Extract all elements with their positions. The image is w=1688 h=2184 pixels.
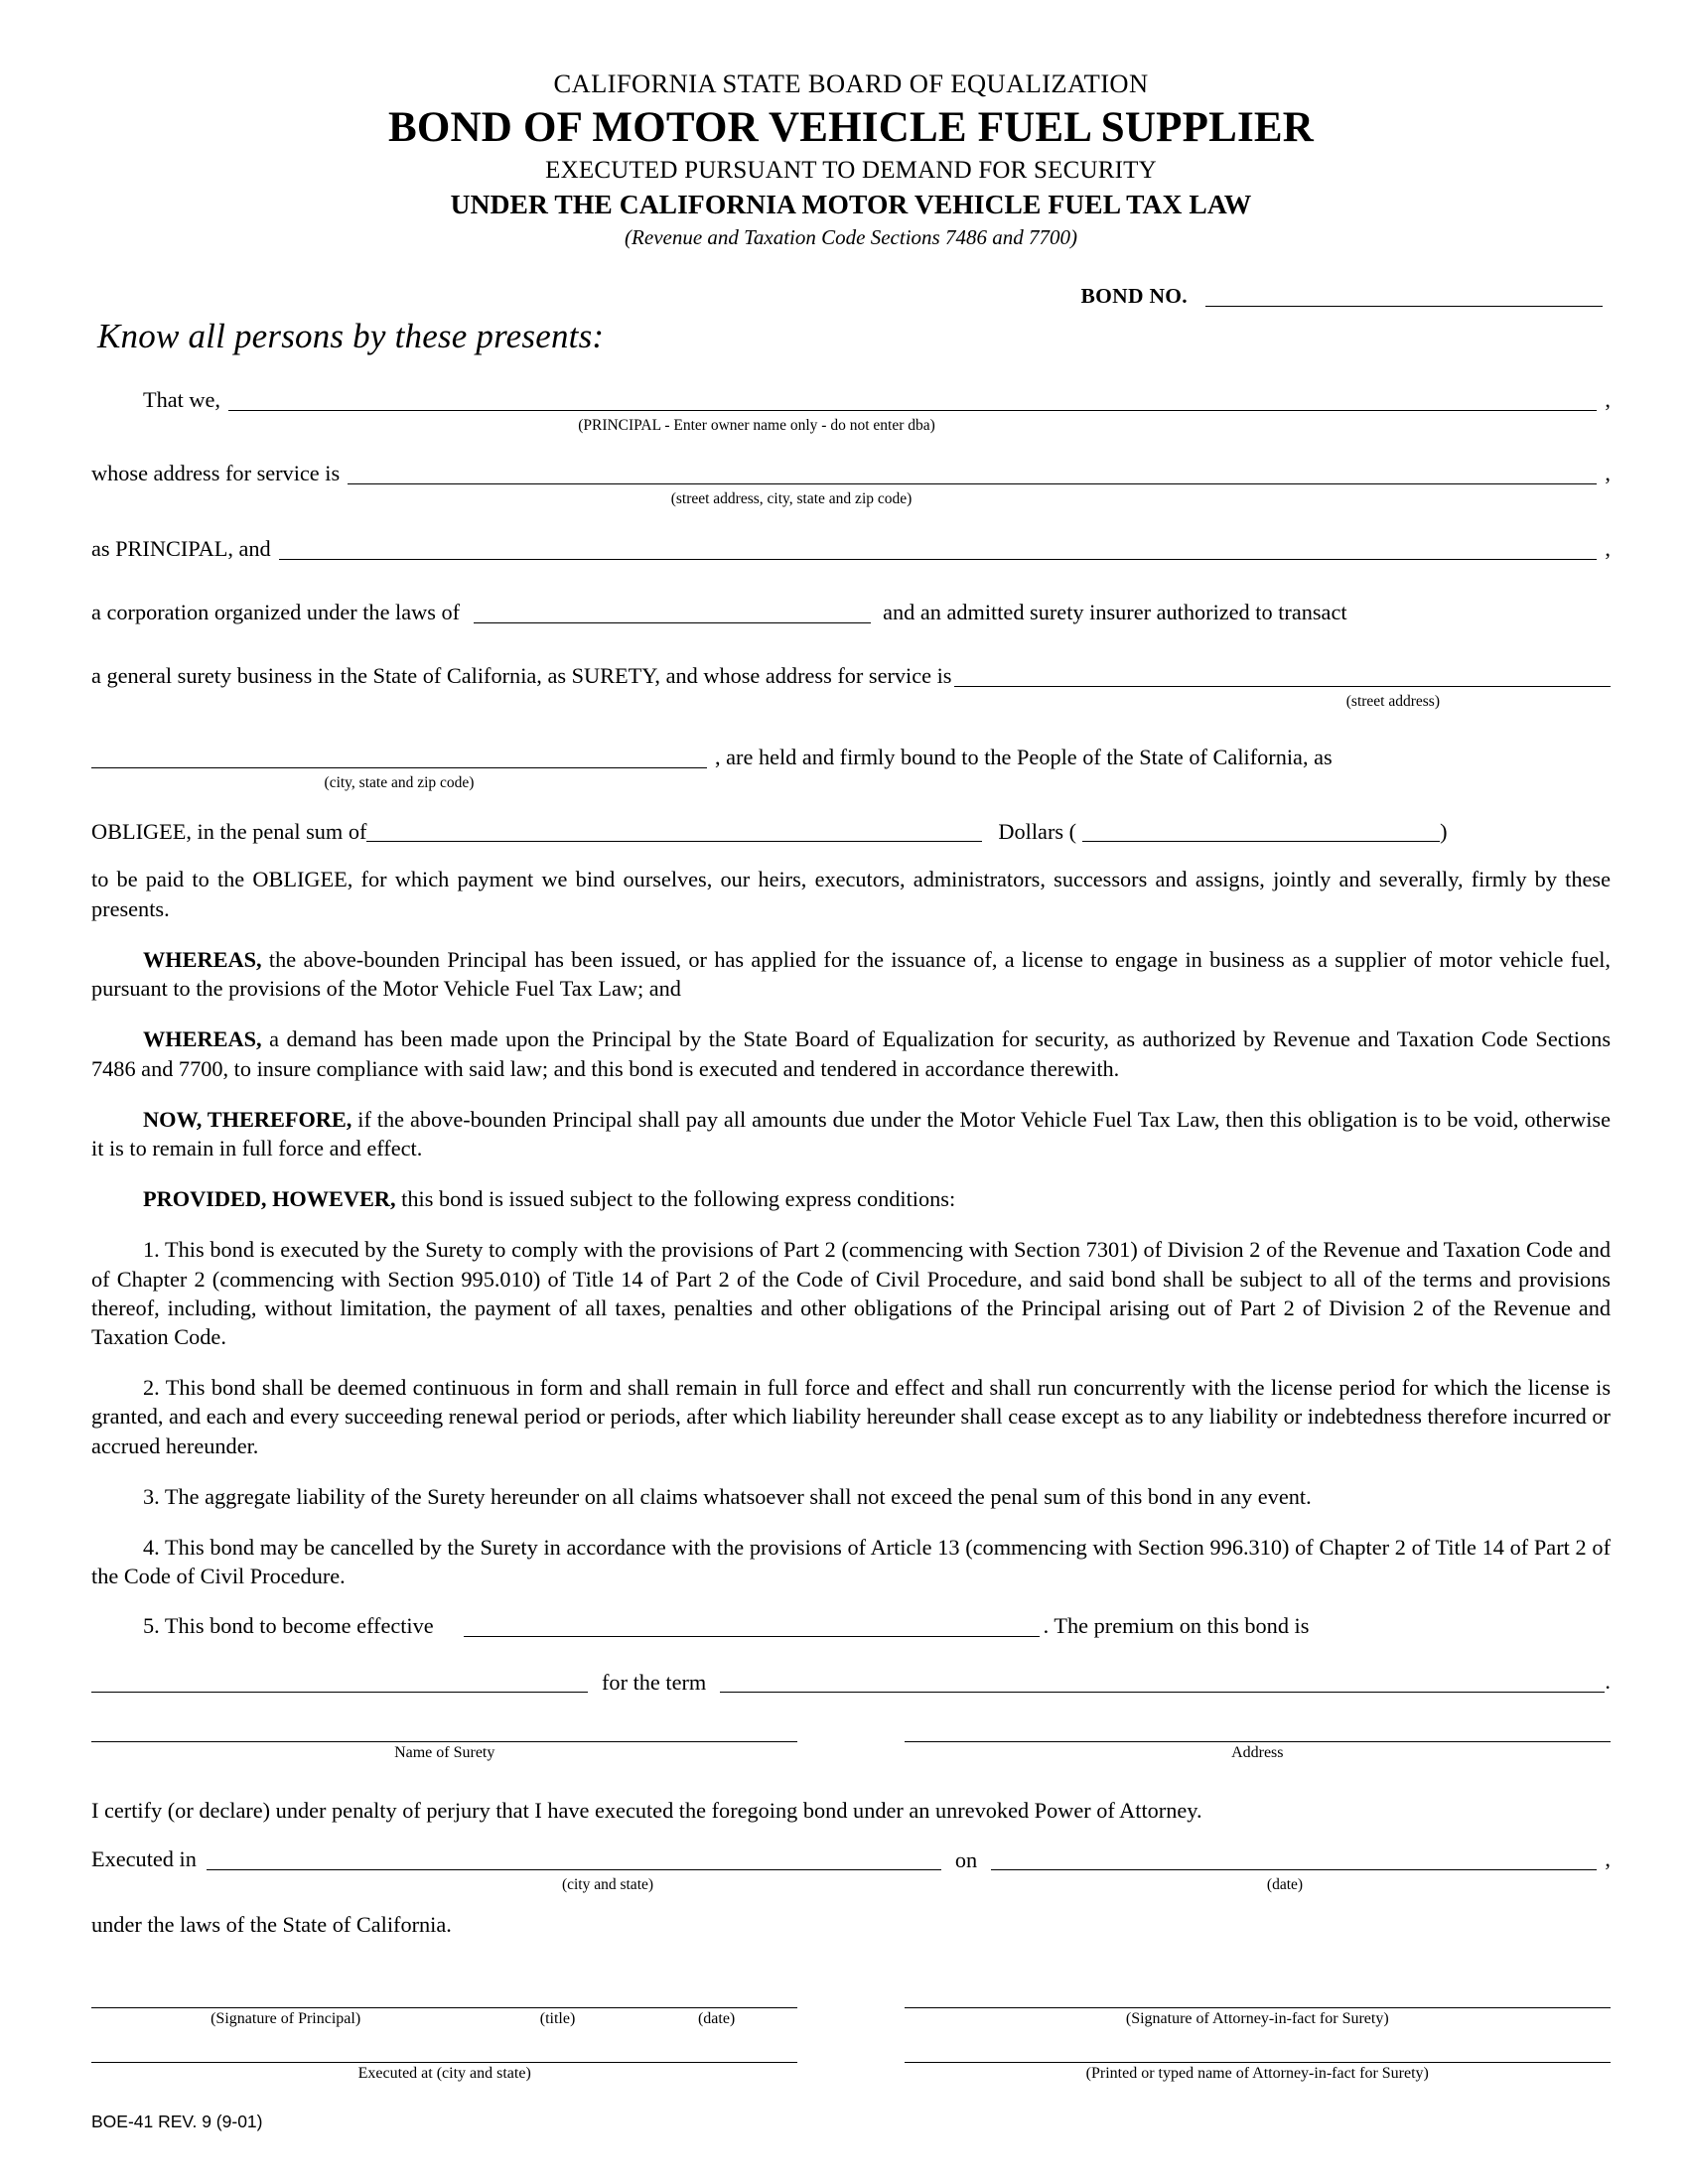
whereas-1-text: the above-bounden Principal has been issued, or has applied for the issuance of, a license to engage in business as a supplier of motor vehicle fuel, pursuant to the provisions of the Motor Vehicle Fuel Tax Law; and — [91, 946, 1611, 1002]
attorney-signature-caption: (Signature of Attorney-in-fact for Surety) — [1125, 2009, 1389, 2027]
surety-signature-row — [91, 1741, 1611, 1762]
title-caption: (title) — [539, 2009, 576, 2027]
principal-signature-cell — [91, 2007, 797, 2028]
agency-name: CALIFORNIA STATE BOARD OF EQUALIZATION — [553, 68, 1149, 98]
as-principal-comma: , — [1605, 536, 1611, 562]
surety-name-input[interactable] — [279, 559, 1598, 560]
executed-date-input[interactable] — [991, 1869, 1597, 1870]
executed-at-cell — [91, 2062, 797, 2083]
whereas-2-text: a demand has been made upon the Principal by the State Board of Equalization for security, as authorized by Revenue and Taxation Code Sections 7486 and 7700, to insure compliance with said law; and this bond is executed and tendered in accordance therewith. — [91, 1026, 1611, 1081]
surety-city-block — [91, 744, 1611, 791]
signature-date-caption: (date) — [697, 2009, 736, 2027]
condition-4: 4. This bond may be cancelled by the Surety in accordance with the provisions of Article 13 (commencing with Section 996.310) of Chapter 2 of Title 14 of Part 2 of the Code of Civil Procedure. — [91, 1534, 1611, 1589]
term-input[interactable] — [720, 1692, 1605, 1693]
form-subtitle-2: UNDER THE CALIFORNIA MOTOR VEHICLE FUEL TAX LAW — [450, 189, 1252, 220]
as-principal-label: as PRINCIPAL, and — [91, 536, 271, 562]
executed-comma: , — [1605, 1845, 1611, 1871]
effective-date-trailer: . The premium on this bond is — [1043, 1613, 1310, 1639]
penal-sum-figures-input[interactable] — [1082, 841, 1440, 842]
surety-address-cell — [905, 1741, 1611, 1762]
now-therefore-text: if the above-bounden Principal shall pay all amounts due under the Motor Vehicle Fuel Tax Law, then this obligation is to be void, otherwise it is to remain in full force and effect. — [91, 1106, 1611, 1160]
executed-city-input[interactable] — [207, 1869, 941, 1870]
for-the-term-label: for the term — [602, 1670, 707, 1696]
executed-date-caption: (date) — [1266, 1875, 1304, 1893]
now-therefore-paragraph — [91, 1105, 1611, 1162]
effective-date-label: 5. This bond to become effective — [143, 1613, 434, 1639]
preamble-text: Know all persons by these presents: — [97, 317, 605, 356]
surety-street-input[interactable] — [954, 686, 1612, 687]
surety-name-cell — [91, 1741, 797, 1762]
under-laws-text: under the laws of the State of California. — [91, 1911, 452, 1937]
form-subtitle-1: EXECUTED PURSUANT TO DEMAND FOR SECURITY — [545, 157, 1157, 185]
bond-number-row — [91, 284, 1611, 311]
surety-street-caption: (street address) — [1345, 693, 1440, 711]
penal-sum-words-input[interactable] — [366, 841, 982, 842]
condition-1: 1. This bond is executed by the Surety to comply with the provisions of Part 2 (commencing with Section 7301) of Division 2 of the Revenue and Taxation Code and of Chapter 2 (commencing with Section 995.010) of Title 14 of Part 2 of the Code of Civil Procedure, and said bond shall be subject to all of the terms and provisions thereof, including, without limitation, the payment of all taxes, penalties and other obligations of the Principal arising out of Part 2 of Division 2 of the Revenue and Taxation Code. — [91, 1237, 1611, 1349]
bind-paragraph: to be paid to the OBLIGEE, for which payment we bind ourselves, our heirs, executors, administrators, successors and assigns, jointly and severally, firmly by these presents. — [91, 867, 1611, 921]
whereas-paragraph-1 — [91, 945, 1611, 1003]
effective-date-block — [91, 1612, 1611, 1642]
bond-number-label: BOND NO. — [1080, 284, 1188, 309]
surety-address-block — [91, 662, 1611, 710]
that-we-label: That we, — [143, 387, 221, 413]
condition-2: 2. This bond shall be deemed continuous in form and shall remain in full force and effect and shall run concurrently with the license period for which the license is granted, and each and every succeeding renewal period or periods, after which liability hereunder shall cease except as to any liability or indebtedness therefore incurred or accrued hereunder. — [91, 1375, 1611, 1458]
executed-at-caption: Executed at (city and state) — [357, 2064, 531, 2082]
bond-number-input[interactable] — [1205, 306, 1603, 307]
executed-in-block — [91, 1845, 1611, 1893]
corporation-laws-label: a corporation organized under the laws of — [91, 600, 461, 625]
principal-address-label: whose address for service is — [91, 461, 341, 486]
principal-name-caption: (PRINCIPAL - Enter owner name only - do not enter dba) — [578, 417, 935, 435]
executed-on-label: on — [954, 1846, 978, 1872]
principal-address-block — [91, 460, 1611, 507]
surety-name-caption: Name of Surety — [394, 1744, 495, 1762]
provided-however-paragraph — [91, 1184, 1611, 1213]
surety-city-caption: (city, state and zip code) — [324, 774, 475, 792]
corporation-laws-trailer: and an admitted surety insurer authorized to transact — [883, 600, 1347, 625]
principal-address-input[interactable] — [348, 483, 1597, 484]
signature-row-1 — [91, 2007, 1611, 2028]
executed-city-caption: (city and state) — [561, 1875, 654, 1893]
signature-row-2 — [91, 2062, 1611, 2083]
that-we-comma: , — [1605, 387, 1611, 413]
principal-signature-captions — [91, 2010, 797, 2028]
printed-name-caption: (Printed or typed name of Attorney-in-fact for Surety) — [1085, 2064, 1429, 2082]
whereas-paragraph-2 — [91, 1024, 1611, 1082]
form-number: BOE-41 REV. 9 (9-01) — [91, 2112, 263, 2131]
effective-date-input[interactable] — [464, 1636, 1040, 1637]
page-title: BOND OF MOTOR VEHICLE FUEL SUPPLIER — [387, 103, 1315, 151]
principal-address-caption: (street address, city, state and zip code) — [670, 490, 913, 508]
premium-amount-input[interactable] — [91, 1692, 588, 1693]
condition-3: 3. The aggregate liability of the Surety hereunder on all claims whatsoever shall not exceed the penal sum of this bond in any event. — [143, 1483, 1312, 1509]
form-header — [91, 69, 1611, 248]
obligee-label: OBLIGEE, in the penal sum of — [91, 818, 367, 844]
printed-name-cell — [905, 2062, 1611, 2083]
premium-term-block — [91, 1668, 1611, 1698]
surety-address-caption: Address — [1231, 1744, 1284, 1762]
corporation-laws-input[interactable] — [474, 622, 871, 623]
corporation-laws-block — [91, 599, 1611, 628]
surety-city-trailer: , are held and firmly bound to the People of the State of California, as — [715, 745, 1333, 770]
provided-however-text: this bond is issued subject to the following express conditions: — [395, 1186, 956, 1212]
whereas-2-lead: WHEREAS, — [143, 1026, 262, 1052]
attorney-signature-field[interactable] — [905, 2007, 1611, 2008]
principal-name-block — [91, 386, 1611, 434]
surety-name-block — [91, 535, 1611, 565]
principal-name-input[interactable] — [228, 410, 1597, 411]
statute-citation: (Revenue and Taxation Code Sections 7486 and 7700) — [625, 224, 1077, 249]
dollars-label: Dollars ( — [998, 818, 1077, 844]
executed-in-label: Executed in — [91, 1845, 197, 1871]
dollars-close-paren: ) — [1440, 818, 1448, 844]
principal-address-comma: , — [1605, 461, 1611, 486]
term-trailer: . — [1605, 1669, 1611, 1695]
principal-signature-caption: (Signature of Principal) — [211, 2009, 361, 2027]
executed-at-field[interactable] — [91, 2062, 797, 2063]
attorney-signature-cell — [905, 2007, 1611, 2028]
surety-address-field[interactable] — [905, 1741, 1611, 1742]
executed-captions-row — [91, 1875, 1611, 1893]
printed-name-field[interactable] — [905, 2062, 1611, 2063]
certification-paragraph: I certify (or declare) under penalty of perjury that I have executed the foregoing bond under an unrevoked Power of Attorney. — [91, 1798, 1202, 1824]
provided-however-lead: PROVIDED, HOWEVER, — [143, 1186, 396, 1212]
surety-city-input[interactable] — [91, 767, 707, 768]
principal-signature-field[interactable] — [91, 2007, 797, 2008]
penal-sum-block — [91, 818, 1611, 848]
surety-name-field[interactable] — [91, 1741, 797, 1742]
whereas-1-lead: WHEREAS, — [143, 946, 262, 972]
surety-business-label: a general surety business in the State of California, as SURETY, and whose address for service is — [91, 663, 952, 689]
now-therefore-lead: NOW, THEREFORE, — [143, 1106, 352, 1132]
